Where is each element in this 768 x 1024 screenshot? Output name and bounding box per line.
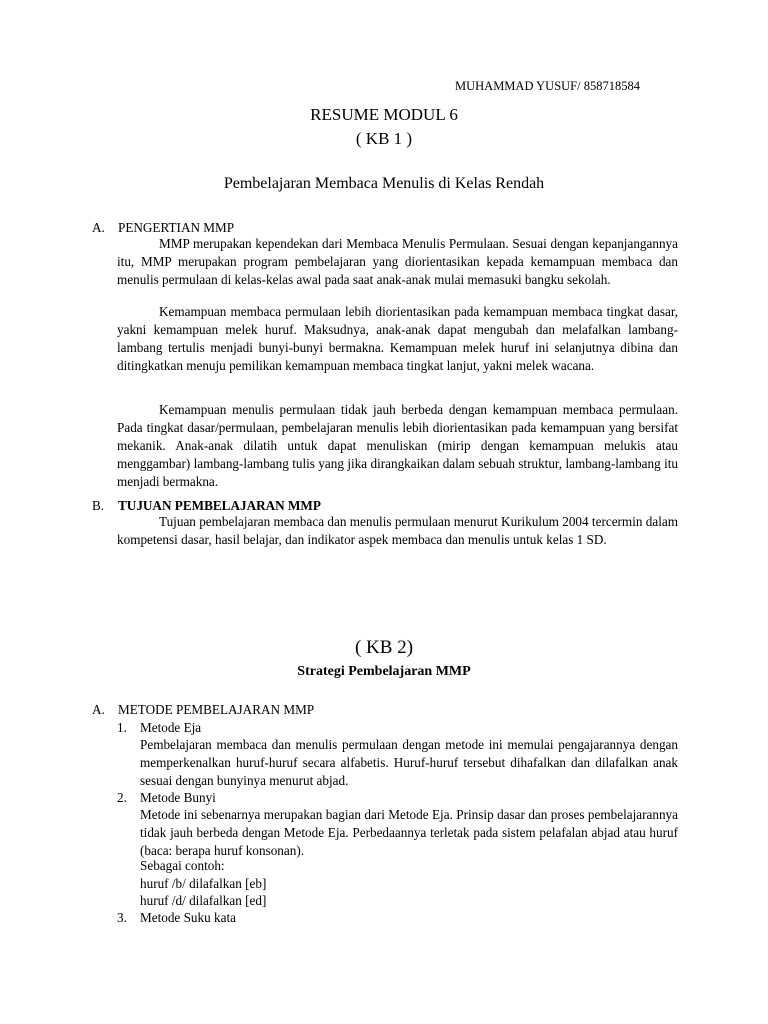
- kb1-subtitle: ( KB 1 ): [355, 129, 413, 148]
- section-b-heading: [92, 498, 321, 514]
- section-b-paragraph: Tujuan pembelajaran membaca dan menulis permulaan menurut Kurikulum 2004 tercermin dalam kompetensi dasar, hasil belajar, dan indikator aspek membaca dan menulis untuk kelas 1 SD.: [117, 514, 678, 547]
- list-number: 1.: [117, 720, 127, 735]
- list-number: 3.: [117, 910, 127, 925]
- metode-eja-text: Pembelajaran membaca dan menulis permulaan dengan metode ini memulai pengajarannya dengan memperkenalkan huruf-huruf secara alfabetis. Huruf-huruf tersebut dihafalkan dan dilafalkan anak sesuai dengan bunyinya menurut abjad.: [140, 737, 678, 788]
- section-a-heading: [92, 220, 234, 236]
- kb2-subtitle: Strategi Pembelajaran MMP: [297, 664, 471, 679]
- author-line: MUHAMMAD YUSUF/ 858718584: [455, 79, 640, 93]
- list-item-title: Metode Bunyi: [140, 790, 216, 805]
- kb2-section-a-heading: [92, 702, 314, 718]
- section-a-paragraph-3: Kemampuan menulis permulaan tidak jauh berbeda dengan kemampuan membaca permulaan. Pada tingkat dasar/permulaan, pembelajaran menulis lebih diorientasikan pada kemampuan yang bersifat mekanik. Anak-anak dilatih untuk dapat menuliskan (mirip dengan kemampuan melukis atau menggambar) lambang-lambang tulis yang jika dirangkaikan dalam sebuah struktur, lambang-lambang itu menjadi bermakna.: [117, 402, 678, 489]
- resume-title: RESUME MODUL 6: [310, 105, 458, 124]
- list-item-metode-eja: [117, 720, 201, 736]
- list-number: 2.: [117, 790, 127, 805]
- list-item-metode-suku-kata: [117, 910, 236, 926]
- section-b-title: TUJUAN PEMBELAJARAN MMP: [118, 498, 321, 513]
- section-a-label: A.: [92, 220, 105, 235]
- example-line-d: huruf /d/ dilafalkan [ed]: [140, 893, 267, 908]
- kb2-title: ( KB 2): [354, 637, 414, 658]
- list-item-title: Metode Suku kata: [140, 910, 236, 925]
- section-a-title: PENGERTIAN MMP: [118, 220, 235, 235]
- section-a-paragraph-1: MMP merupakan kependekan dari Membaca Menulis Permulaan. Sesuai dengan kepanjangannya itu, MMP merupakan program pembelajaran yang diorientasikan kepada kemampuan membaca dan menulis permulaan di kelas-kelas awal pada saat anak-anak mulai memasuki bangku sekolah.: [117, 236, 678, 287]
- topic-title: Pembelajaran Membaca Menulis di Kelas Rendah: [223, 175, 545, 192]
- section-a-paragraph-2: Kemampuan membaca permulaan lebih diorientasikan pada kemampuan membaca tingkat dasar, yakni kemampuan melek huruf. Maksudnya, anak-anak dapat mengubah dan melafalkan lambang-lambang tertulis menjadi bunyi-bunyi bermakna. Kemampuan melek huruf ini selanjutnya dibina dan ditingkatkan menuju pemilikan kemampuan membaca tingkat lanjut, yakni melek wacana.: [117, 304, 678, 373]
- kb2-section-a-label: A.: [92, 702, 105, 717]
- example-line-b: huruf /b/ dilafalkan [eb]: [140, 876, 267, 891]
- example-intro: Sebagai contoh:: [140, 858, 225, 873]
- list-item-title: Metode Eja: [140, 720, 202, 735]
- metode-bunyi-text: Metode ini sebenarnya merupakan bagian dari Metode Eja. Prinsip dasar dan proses pembelajarannya tidak jauh berbeda dengan Metode Eja. Perbedaannya terletak pada sistem pelafalan abjad atau huruf (baca: berapa huruf konsonan).: [140, 807, 678, 858]
- list-item-metode-bunyi: [117, 790, 216, 806]
- kb2-section-a-title: METODE PEMBELAJARAN MMP: [118, 702, 315, 717]
- section-b-label: B.: [92, 498, 105, 513]
